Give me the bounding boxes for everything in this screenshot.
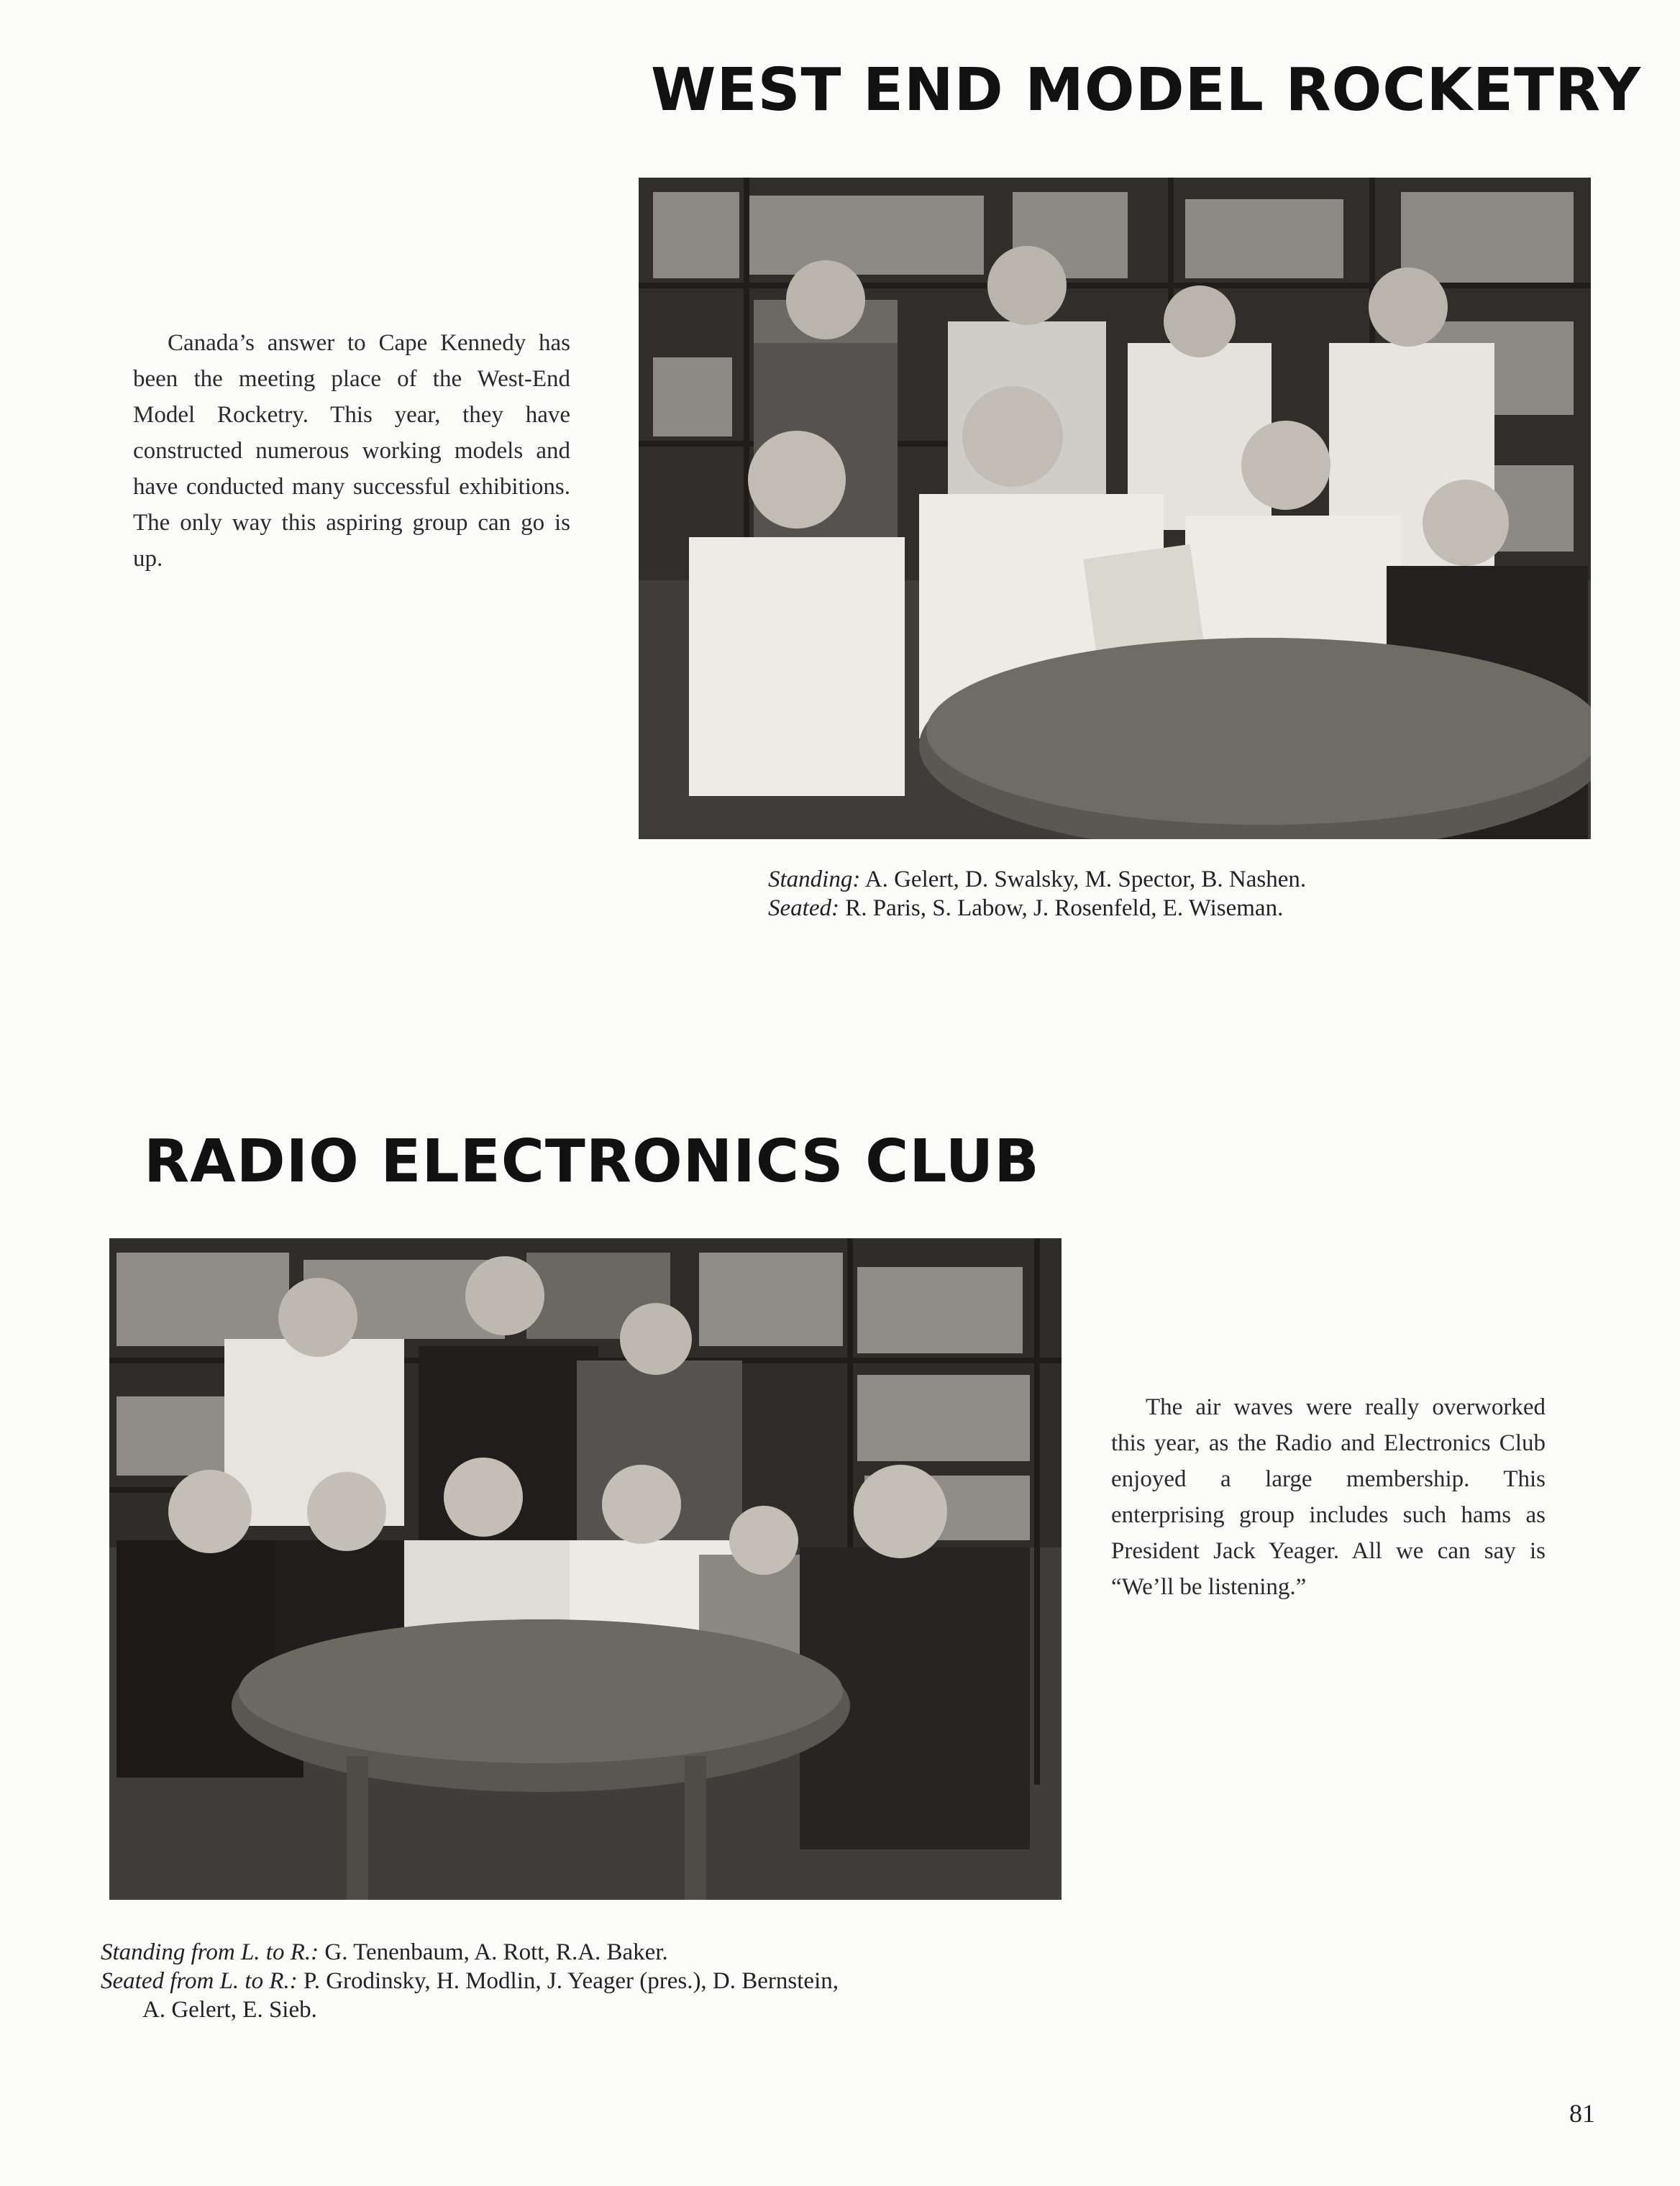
rocketry-description: Canada’s answer to Cape Kennedy has been the meeting place of the West-End Model Rocketry. This year, they have constructed numerous working models and have conducted many successful exhibitions. The only way this aspiring group can go is up. — [133, 330, 570, 572]
rocketry-group-photo — [639, 178, 1591, 839]
caption-names: A. Gelert, D. Swalsky, M. Spector, B. Nashen. — [864, 866, 1307, 892]
caption-label: Seated: — [768, 895, 839, 921]
caption-line-standing — [101, 1938, 839, 1967]
radio-caption — [101, 1938, 839, 2024]
caption-names: R. Paris, S. Labow, J. Rosenfeld, E. Wiseman. — [845, 895, 1284, 921]
caption-names: P. Grodinsky, H. Modlin, J. Yeager (pres.), D. Bernstein, — [303, 1968, 839, 1994]
caption-line-standing — [768, 865, 1306, 894]
caption-label: Seated from L. to R.: — [101, 1968, 298, 1994]
page-number: 81 — [1569, 2099, 1595, 2128]
caption-line-seated — [768, 894, 1306, 923]
caption-line-seated — [101, 1967, 839, 1995]
radio-heading: RADIO ELECTRONICS CLUB — [144, 1128, 1040, 1196]
caption-label: Standing: — [768, 866, 861, 892]
rocketry-heading: WEST END MODEL ROCKETRY — [651, 56, 1642, 124]
radio-description: The air waves were really overworked this year, as the Radio and Electronics Club enjoyed a large membership. This enterprising group includes such hams as President Jack Yeager. All we can say is “We’ll be listening.” — [1111, 1394, 1546, 1600]
caption-line-seated-cont: A. Gelert, E. Sieb. — [142, 1997, 317, 2023]
caption-names: G. Tenenbaum, A. Rott, R.A. Baker. — [324, 1939, 668, 1965]
caption-label: Standing from L. to R.: — [101, 1939, 319, 1965]
rocketry-caption — [768, 865, 1306, 923]
radio-group-photo — [109, 1238, 1062, 1900]
